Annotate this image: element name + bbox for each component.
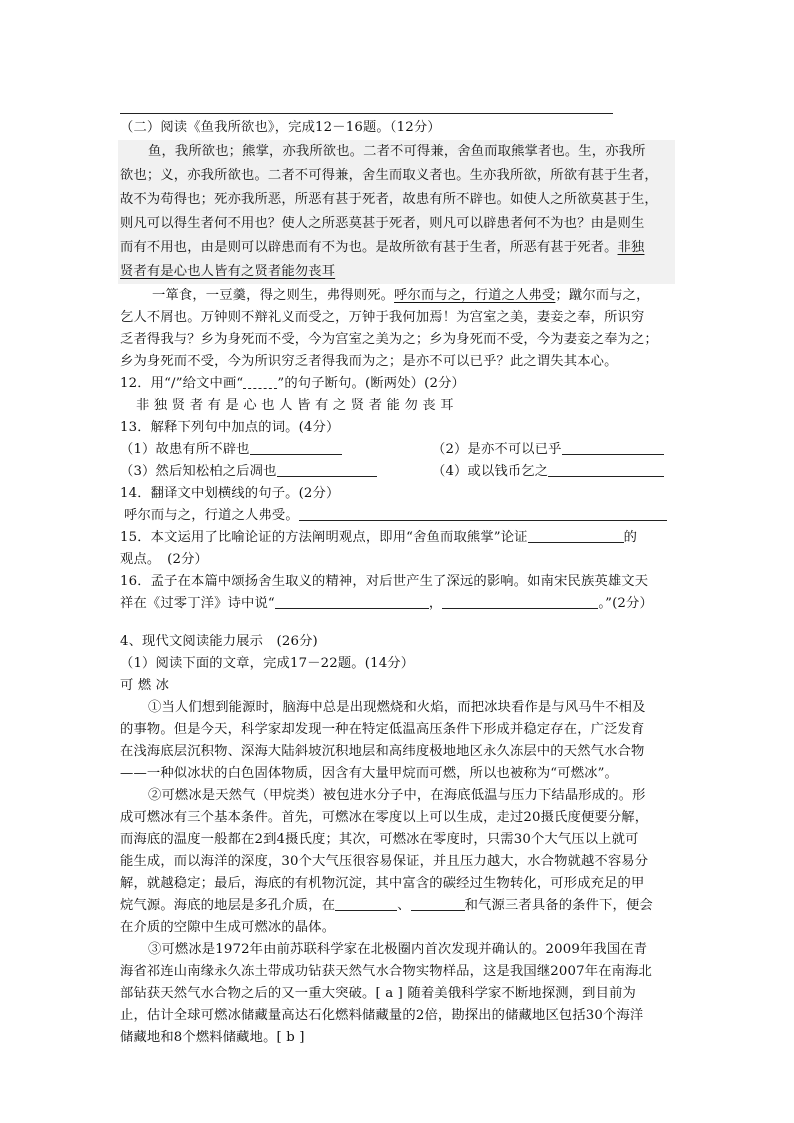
q16-answer-line <box>120 593 653 615</box>
article-line: 海省祁连山南缘永久冻土带成功钻获天然气水合物实物样品，这是我国继2007年在南海北 <box>120 964 652 979</box>
question-13: 13．解释下列句中加点的词。(4分） <box>120 420 340 435</box>
answer-blank[interactable] <box>275 594 429 609</box>
article-line: ③可燃冰是1972年由前苏联科学家在北极圈内首次发现并确认的。2009年我国在青 <box>148 942 648 957</box>
question-text: ， <box>428 596 443 611</box>
answer-blank[interactable] <box>277 462 377 477</box>
article-text: 烷气源。海底的地层是多孔介质，在 <box>120 898 336 913</box>
article-line: 能生成，而以海洋的深度，30个大气压很容易保证，并且压力越大，水合物就越不容易分 <box>120 854 649 869</box>
answer-blank[interactable] <box>250 440 342 455</box>
article-line: 在介质的空隙中生成可燃冰的晶体。 <box>120 920 336 935</box>
article-line: 部钻获天然气水合物之后的又一重大突破。[ a ] 随着美俄科学家不断地探测，到目前为 <box>120 986 636 1001</box>
article-line: 在浅海底层沉积物、深海大陆斜坡沉积地层和高纬度极地地区永久冻层中的天然气水合物 <box>120 744 645 759</box>
q13-item <box>120 461 377 483</box>
passage-line: 则凡可以得生者何不用也？使人之所恶莫甚于死者，则凡可以辟患者何不为也？由是则生 <box>120 216 645 231</box>
passage-line <box>120 237 644 259</box>
article-line: ②可燃冰是天然气（甲烷类）被包进水分子中，在海底低温与压力下结晶形成的。形 <box>148 788 646 803</box>
q13-item-text: （2）是亦不可以已乎 <box>432 442 562 457</box>
article-line: 储藏地和8个燃料储藏地。[ b ] <box>120 1030 305 1045</box>
q13-item-text: （3）然后知松柏之后凋也 <box>120 464 277 479</box>
passage-line <box>152 285 650 307</box>
answer-blank[interactable] <box>411 896 465 911</box>
answer-blank[interactable] <box>335 896 397 911</box>
article-title: 可 燃 冰 <box>120 678 170 693</box>
question-12 <box>120 373 465 395</box>
section4-heading: 4、现代文阅读能力展示 (26分) <box>120 634 318 649</box>
answer-blank[interactable] <box>442 594 598 609</box>
passage-text: ；蹴尔而与之， <box>555 288 650 303</box>
passage-line: 欲也；义，亦我所欲也。二者不可得兼，舍生而取义者也。生亦我所欲，所欲有甚于生者， <box>120 168 658 183</box>
article-line: 的事物。但是今天，科学家却发现一种在特定低温高压条件下形成并稳定存在，广泛发育 <box>120 722 645 737</box>
q12-sentence: 非独贤者有是心也人皆有之贤者能勿丧耳 <box>136 398 459 413</box>
article-text: 和气源三者具备的条件下，便会 <box>464 898 653 913</box>
passage-line: 乏者得我与？乡为身死而不受，今为宫室之美为之；乡为身死而不受，今为妻妾之奉为之； <box>120 332 658 347</box>
article-line: 而海底的温度一般都在2到4摄氏度；其次，可燃冰在零度时，只需30个大气压以上就可 <box>120 832 639 847</box>
question-text: 15．本文运用了比喻论证的方法阐明观点，即用“舍鱼而取熊掌”论证 <box>120 530 528 545</box>
article-line <box>120 895 653 917</box>
passage-line: 乞人不屑也。万钟则不辩礼义而受之，万钟于我何加焉！为宫室之美，妻妾之奉，所识穷 <box>120 310 645 325</box>
article-text: 、 <box>397 898 411 913</box>
answer-blank[interactable] <box>548 462 664 477</box>
question-15 <box>120 527 637 549</box>
underlined-sentence: 呼尔而与之，行道之人弗受 <box>394 288 556 303</box>
passage-line: 故不为苟得也；死亦我所恶，所恶有甚于死者，故患有所不辟也。如使人之所欲莫甚于生， <box>120 192 658 207</box>
passage-text: 而有不用也，由是则可以辟患而有不为也。是故所欲有甚于生者，所恶有甚于死者。 <box>120 240 618 255</box>
underlined-phrase: 非独 <box>617 240 645 255</box>
passage-line: 乡为身死而不受，今为所识穷乏者得我而为之；是亦不可以已乎？此之谓失其本心。 <box>120 354 618 369</box>
q14-sentence: 呼尔而与之，行道之人弗受。 <box>124 508 299 523</box>
article-line: ①当人们想到能源时，脑海中总是出现燃烧和火焰，而把冰块看作是与风马牛不相及 <box>148 700 646 715</box>
article-line: 解，就越稳定；最后，海底的有机物沉淀，其中富含的碳经过生物转化，可形成充足的甲 <box>120 876 645 891</box>
article-line: 成可燃冰有三个基本条件。首先，可燃冰在零度以上可以生成，走过20摄氏度便要分解， <box>120 810 649 825</box>
q13-item-text: （4）或以钱币乞之 <box>432 464 549 479</box>
q13-item <box>120 439 342 461</box>
question-text: 的 <box>623 530 638 545</box>
underlined-phrase: 贤者有是心也人皆有之贤者能勿丧耳 <box>120 264 336 279</box>
part2-heading: （二）阅读《鱼我所欲也》，完成12－16题。（12分） <box>120 120 441 135</box>
q14-answer-line <box>124 505 667 527</box>
passage-line: 鱼，我所欲也；熊掌，亦我所欲也。二者不可得兼，舍鱼而取熊掌者也。生，亦我所 <box>148 144 646 159</box>
question-text: 12．用“/”给文中画“ <box>120 376 244 391</box>
question-text: 。”(2分） <box>598 596 653 611</box>
q13-item <box>432 439 664 461</box>
answer-blank[interactable] <box>562 440 664 455</box>
question-text: ”的句子断句。(断两处）(2分） <box>277 376 465 391</box>
article-line: 止，估计全球可燃冰储藏量高达石化燃料储藏量的2倍，勘探出的储藏地区包括30个海洋 <box>120 1008 644 1023</box>
passage-text: 一箪食，一豆羹，得之则生，弗得则死。 <box>152 288 395 303</box>
question-16: 16．孟子在本篇中颂扬舍生取义的精神，对后世产生了深远的影响。如南宋民族英雄文天 <box>120 574 649 589</box>
top-divider <box>120 113 613 114</box>
answer-blank[interactable] <box>299 506 667 521</box>
q13-item-text: （1）故患有所不辟也 <box>120 442 250 457</box>
article-line: ——一种似冰状的白色固体物质，因含有大量甲烷而可燃，所以也被称为“可燃冰”。 <box>120 766 618 781</box>
section4-subheading: （1）阅读下面的文章，完成17－22题。(14分） <box>120 656 415 671</box>
mark-sample <box>243 374 277 389</box>
passage-line <box>120 261 335 283</box>
answer-blank[interactable] <box>528 528 624 543</box>
question-text: 祥在《过零丁洋》诗中说“ <box>120 596 275 611</box>
q15-line2: 观点。 (2分） <box>120 552 208 567</box>
question-14: 14．翻译文中划横线的句子。(2分） <box>120 486 340 501</box>
q13-item <box>432 461 664 483</box>
